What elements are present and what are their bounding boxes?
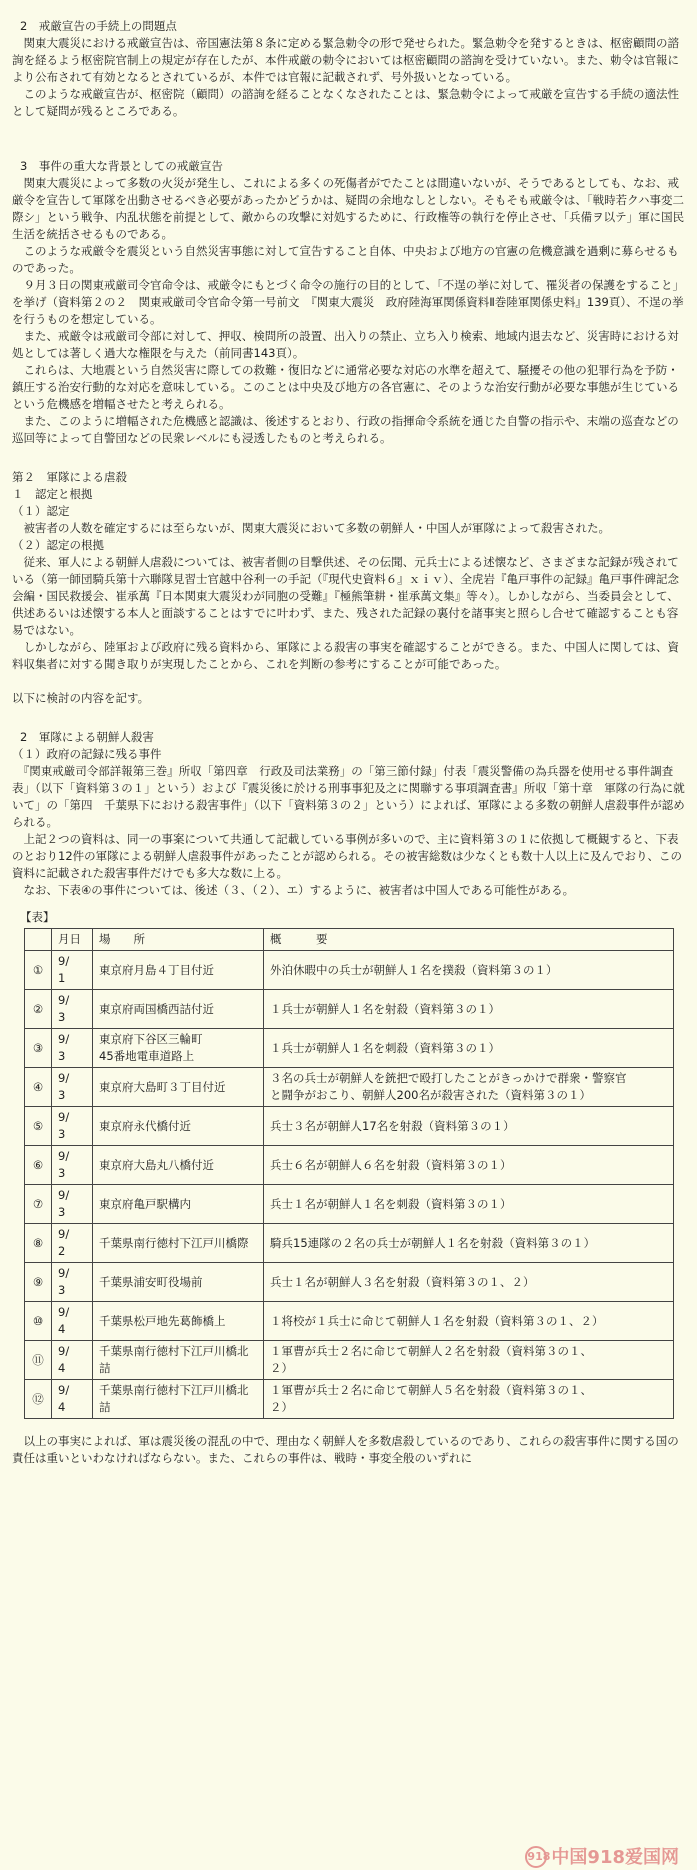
row-summary: 騎兵15連隊の２名の兵士が朝鮮人１名を射殺（資料第３の１）	[264, 1224, 674, 1263]
row-summary: 兵士１名が朝鮮人３名を射殺（資料第３の１、２）	[264, 1263, 674, 1302]
paragraph: 関東大震災によって多数の火災が発生し、これによる多くの死傷者がでたことは間違いないが、そうであるとしても、なお、戒厳令を宣告して軍隊を出動させるべき必要があったかどうかは、疑問の余地なしとしない。そもそも戒厳令は、「戦時若クハ事変二際シ」という戦争、内乱状態を前提として、敵からの攻撃に対処するために、行政権等の執行を停止させ、「兵備ヲ以テ」軍に国民生活を統括させるものである。	[12, 176, 685, 241]
paragraph: このような戒厳宣告が、枢密院（顧問）の諮詢を経ることなくなされたことは、緊急勅令によって戒厳を宣告する手続の適法性として疑問が残るところである。	[12, 87, 679, 118]
row-number: ①	[25, 951, 52, 990]
row-summary: 兵士１名が朝鮮人１名を刺殺（資料第３の１）	[264, 1185, 674, 1224]
row-place: 千葉県南行徳村下江戸川橋北 詰	[93, 1341, 264, 1380]
paragraph: 関東大震災における戒厳宣告は、帝国憲法第８条に定める緊急勅令の形で発せられた。緊急勅令を発するときは、枢密顧問の諮詢を経るよう枢密院官制上の規定が存在したが、本件戒厳の勅令においては枢密顧問の諮詢を受けていない。また、勅令は官報により公布されて有効となるとされているが、本件では官報に記載されず、号外扱いとなっている。	[12, 36, 679, 84]
row-date: 9/ 2	[52, 1224, 93, 1263]
table-row	[25, 990, 674, 1029]
row-date: 9/ 3	[52, 1146, 93, 1185]
row-number: ③	[25, 1029, 52, 1068]
paragraph: このような戒厳令を震災という自然災害事態に対して宣告すること自体、中央および地方の官憲の危機意識を過剰に募らせるものであった。	[12, 244, 679, 275]
row-number: ⑨	[25, 1263, 52, 1302]
table-row	[25, 1068, 674, 1107]
row-date: 9/ 3	[52, 1029, 93, 1068]
row-place: 千葉県南行徳村下江戸川橋北 詰	[93, 1380, 264, 1419]
row-place: 東京府下谷区三輪町 45番地電車道路上	[93, 1029, 264, 1068]
row-date: 9/ 4	[52, 1341, 93, 1380]
row-place: 千葉県浦安町役場前	[93, 1263, 264, 1302]
incident-table	[24, 928, 674, 1419]
header-cell: 場 所	[93, 929, 264, 951]
row-summary: 外泊休暇中の兵士が朝鮮人１名を撲殺（資料第３の１）	[264, 951, 674, 990]
row-date: 9/ 1	[52, 951, 93, 990]
paragraph: また、このように増幅された危機感と認識は、後述するとおり、行政の指揮命令系統を通じた自警の指示や、末端の巡査などの巡回等によって自警団などの民衆レベルにも浸透したものと考えられる。	[12, 414, 679, 445]
subheading: １ 認定と根拠	[12, 487, 93, 501]
table-row	[25, 1224, 674, 1263]
row-date: 9/ 3	[52, 1185, 93, 1224]
row-summary: 兵士６名が朝鮮人６名を射殺（資料第３の１）	[264, 1146, 674, 1185]
row-summary: １兵士が朝鮮人１名を刺殺（資料第３の１）	[264, 1029, 674, 1068]
row-summary: １軍曹が兵士２名に命じて朝鮮人２名を射殺（資料第３の１、 ２）	[264, 1341, 674, 1380]
row-number: ⑦	[25, 1185, 52, 1224]
row-place: 千葉県松戸地先葛飾橋上	[93, 1302, 264, 1341]
paragraph: また、戒厳令は戒厳司令部に対して、押収、検問所の設置、出入りの禁止、立ち入り検索、地域内退去など、災害時における対処としては著しく過大な権限を与えた（前同書143頁）。	[12, 329, 679, 360]
header-cell: 月日	[52, 929, 93, 951]
row-place: 千葉県南行徳村下江戸川橋際	[93, 1224, 264, 1263]
row-number: ⑧	[25, 1224, 52, 1263]
paragraph: 以上の事実によれば、軍は震災後の混乱の中で、理由なく朝鮮人を多数虐殺しているのであり、これらの殺害事件に関する国の責任は重いといわなければならない。また、これらの事件は、戦時・事変全般のいずれに	[12, 1434, 679, 1465]
table-row	[25, 1380, 674, 1419]
row-number: ④	[25, 1068, 52, 1107]
table-row	[25, 1107, 674, 1146]
row-number: ⑤	[25, 1107, 52, 1146]
paragraph: 従来、軍人による朝鮮人虐殺については、被害者側の目撃供述、その伝聞、元兵士による述懐など、さまざまな記録が残されている（第一師団騎兵第十六聯隊見習士官越中谷利一の手記（『現代史資料６』ｘｉｖ）、全虎岩『亀戸事件の記録』亀戸事件碑記念会編・国民救援会、崔承萬『日本関東大震災わが同胞の受難』『極熊筆耕・崔承萬文集』等々）。しかしながら、当委員会として、供述あるいは述懐する本人と面談することはすでに叶わず、また、残された記録の裏付を諸事実と照らし合せて確認することも容易ではない。	[12, 555, 679, 637]
table-row	[25, 1185, 674, 1224]
row-summary: １兵士が朝鮮人１名を射殺（資料第３の１）	[264, 990, 674, 1029]
header-cell: 概 要	[264, 929, 674, 951]
section-heading-procedural-issues: 2 戒厳宣告の手続上の問題点	[20, 19, 177, 33]
watermark-text: 中国918爱国网	[551, 1846, 679, 1868]
chapter-heading: 第２ 軍隊による虐殺	[12, 470, 127, 484]
row-date: 9/ 3	[52, 1068, 93, 1107]
row-date: 9/ 4	[52, 1380, 93, 1419]
row-date: 9/ 3	[52, 1107, 93, 1146]
paragraph: これらは、大地震という自然災害に際しての救難・復旧などに通常必要な対応の水準を超えて、騒擾その他の犯罪行為を予防・鎮圧する治安行動的な対応を意味している。このことは中央及び地方の各官憲に、そのような治安行動が必要な事態が生じているという危機感を増幅させたと考えられる。	[12, 363, 679, 411]
table-header-row	[25, 929, 674, 951]
paragraph: 上記２つの資料は、同一の事案について共通して記載している事例が多いので、主に資料第３の１に依拠して概観すると、下表のとおり12件の軍隊による朝鮮人虐殺事件があったことが認められる。その被害総数は少なくとも数十人以上に及んでおり、この資料に記載された殺害事件だけでも多大な数に上る。	[12, 832, 683, 880]
paragraph: 『関東戒厳司令部詳報第三巻』所収「第四章 行政及司法業務」の「第三節付録」付表「震災警備の為兵器を使用せる事件調査表」（以下「資料第３の１」という）および『震災後に於ける刑事事犯及之に関聯する事項調査書』所収「第十章 軍隊の行為に就いて」の「第四 千葉県下における殺害事件」（以下「資料第３の２」という）によれば、軍隊による多数の朝鮮人虐殺事件が認められる。	[12, 764, 685, 829]
row-summary: ３名の兵士が朝鮮人を銃把で殴打したことがきっかけで群衆・警察官 と闘争がおこり、朝鮮人200名が殺害された（資料第３の１）	[264, 1068, 674, 1107]
subheading: （２）認定の根拠	[12, 538, 104, 552]
paragraph: 以下に検討の内容を記す。	[12, 691, 150, 705]
row-number: ⑩	[25, 1302, 52, 1341]
table-row	[25, 951, 674, 990]
header-cell	[25, 929, 52, 951]
section-heading-background: 3 事件の重大な背景としての戒厳宣告	[20, 159, 223, 173]
table-row	[25, 1029, 674, 1068]
table-label: 【表】	[20, 910, 55, 924]
row-place: 東京府月島４丁目付近	[93, 951, 264, 990]
row-place: 東京府両国橋西詰付近	[93, 990, 264, 1029]
row-summary: １軍曹が兵士２名に命じて朝鮮人５名を射殺（資料第３の１、 ２）	[264, 1380, 674, 1419]
section-heading-army-killings: 2 軍隊による朝鮮人殺害	[20, 730, 154, 744]
row-place: 東京府亀戸駅構内	[93, 1185, 264, 1224]
subheading: （１）政府の記録に残る事件	[12, 747, 162, 761]
row-summary: １将校が１兵士に命じて朝鮮人１名を射殺（資料第３の１、２）	[264, 1302, 674, 1341]
row-number: ②	[25, 990, 52, 1029]
row-date: 9/ 4	[52, 1302, 93, 1341]
document-body	[12, 0, 687, 1467]
table-row	[25, 1146, 674, 1185]
subheading: （１）認定	[12, 504, 70, 518]
row-number: ⑥	[25, 1146, 52, 1185]
paragraph: ９月３日の関東戒厳司令官命令は、戒厳令にもとづく命令の施行の目的として、「不逞の挙に対して、罹災者の保護をすること」を挙げ（資料第２の２ 関東戒厳司令官命令第一号前文 『関東大震災 政府陸海軍関係資料Ⅱ巻陸軍関係史料』139頁）、不逞の挙を行うものを想定している。	[12, 278, 685, 326]
row-place: 東京府大島町３丁目付近	[93, 1068, 264, 1107]
row-summary: 兵士３名が朝鮮人17名を射殺（資料第３の１）	[264, 1107, 674, 1146]
row-place: 東京府大島丸八橋付近	[93, 1146, 264, 1185]
table-row	[25, 1263, 674, 1302]
table-row	[25, 1341, 674, 1380]
seal-icon: 918	[525, 1846, 547, 1868]
row-number: ⑪	[25, 1341, 52, 1380]
row-place: 東京府永代橋付近	[93, 1107, 264, 1146]
row-date: 9/ 3	[52, 990, 93, 1029]
row-number: ⑫	[25, 1380, 52, 1419]
paragraph: なお、下表④の事件については、後述（３、（２）、エ）するように、被害者は中国人である可能性がある。	[12, 883, 575, 897]
paragraph: しかしながら、陸軍および政府に残る資料から、軍隊による殺害の事実を確認することができる。また、中国人に関しては、資料収集者に対する聞き取りが実現したことから、これを判断の参考にすることが可能であった。	[12, 640, 679, 671]
table-row	[25, 1302, 674, 1341]
watermark	[525, 1846, 679, 1868]
row-date: 9/ 3	[52, 1263, 93, 1302]
paragraph: 被害者の人数を確定するには至らないが、関東大震災において多数の朝鮮人・中国人が軍隊によって殺害された。	[12, 521, 610, 535]
